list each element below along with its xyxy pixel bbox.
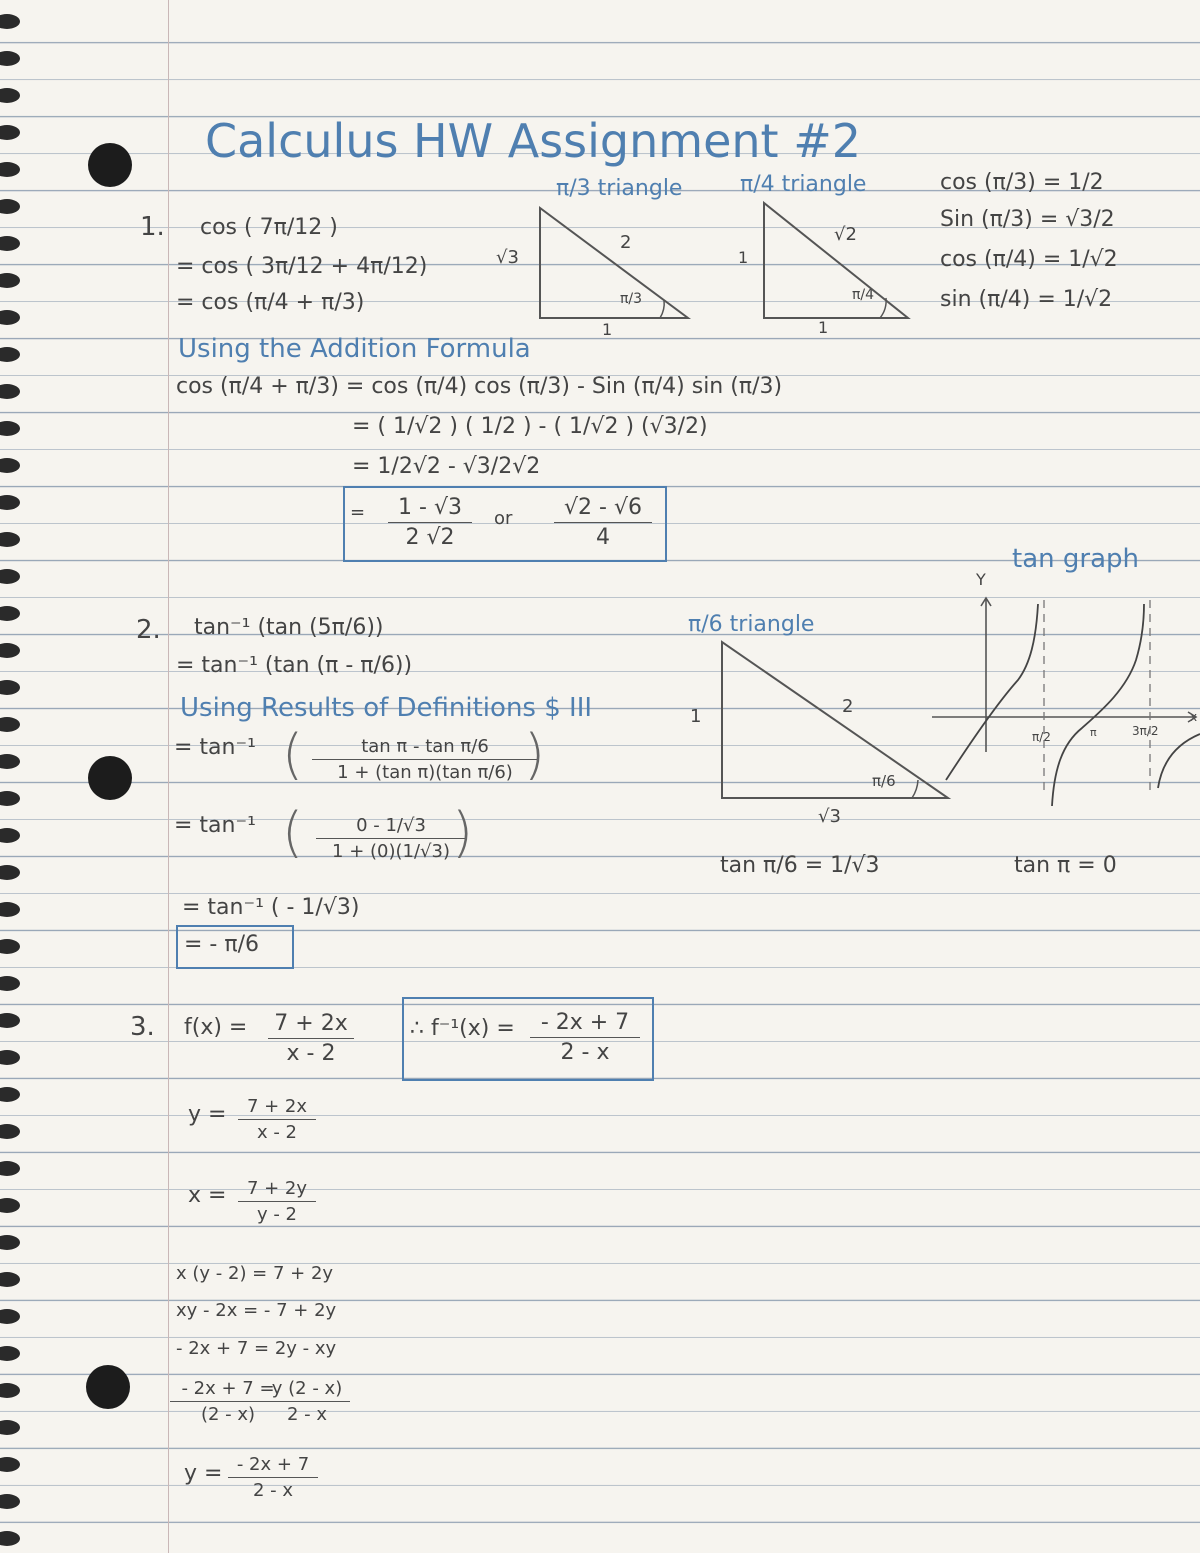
p1-answer-or: or xyxy=(494,508,513,529)
p3-frac-left-num: - 2x + 7 = xyxy=(170,1380,286,1402)
tan-graph-branch-2 xyxy=(1052,604,1144,806)
p3-line-c: - 2x + 7 = 2y - xy xyxy=(176,1338,337,1359)
p1-line-1: cos ( 7π/12 ) xyxy=(200,215,338,240)
p1-line-5: = ( 1/√2 ) ( 1/2 ) - ( 1/√2 ) (√3/2) xyxy=(352,414,708,439)
tri60-hyp: 2 xyxy=(620,232,632,253)
p2-line-5: = tan⁻¹ ( - 1/√3) xyxy=(182,895,360,920)
p2-step1-lparen: ( xyxy=(282,723,304,786)
p3-final-prefix: y = xyxy=(184,1461,223,1486)
p3-x-den: y - 2 xyxy=(256,1204,298,1225)
tan-graph-title: tan graph xyxy=(1012,544,1139,574)
tri30-bottom: √3 xyxy=(818,806,841,827)
p1-line-2: = cos ( 3π/12 + 4π/12) xyxy=(176,254,428,279)
p1-answer-den-2: 4 xyxy=(596,525,610,550)
p1-line-6: = 1/2√2 - √3/2√2 xyxy=(352,454,541,479)
tri45-angle: π/4 xyxy=(852,287,875,303)
p2-step1-num: tan π - tan π/6 xyxy=(312,738,538,760)
tri30-left-side: 1 xyxy=(690,706,702,727)
tan-graph-branch-1 xyxy=(946,604,1038,780)
triangle-pi-3 xyxy=(540,208,688,318)
tri60-bottom: 1 xyxy=(602,320,613,339)
triangle-pi-6-angle-arc xyxy=(912,780,918,798)
p3-y-den: x - 2 xyxy=(256,1122,298,1143)
p3-line-b: xy - 2x = - 7 + 2y xyxy=(176,1300,337,1321)
tan-graph-tick-pi: π xyxy=(1090,726,1097,739)
tri30-title: π/6 triangle xyxy=(688,612,815,637)
tri60-left-side: √3 xyxy=(496,247,519,268)
p2-step2-prefix: = tan⁻¹ xyxy=(174,813,256,838)
p3-answer-num: - 2x + 7 xyxy=(530,1012,640,1038)
p1-heading-addition-formula: Using the Addition Formula xyxy=(178,334,531,364)
p3-y-prefix: y = xyxy=(188,1102,227,1127)
p3-frac-left-den: (2 - x) xyxy=(200,1404,256,1425)
p2-step1-prefix: = tan⁻¹ xyxy=(174,735,256,760)
p3-line-a: x (y - 2) = 7 + 2y xyxy=(176,1263,334,1284)
value-cos-pi-4: cos (π/4) = 1/√2 xyxy=(940,247,1118,272)
tan-graph-branch-3 xyxy=(1158,734,1200,788)
p1-answer-equals: = xyxy=(350,502,366,523)
tan-graph xyxy=(932,598,1200,806)
problem-1-number: 1. xyxy=(140,212,165,242)
value-cos-pi-3: cos (π/3) = 1/2 xyxy=(940,170,1104,195)
p2-line-1: tan⁻¹ (tan (5π/6)) xyxy=(194,615,384,640)
tri60-title: π/3 triangle xyxy=(556,176,683,201)
p2-step1-rparen: ) xyxy=(524,723,546,786)
tri45-title: π/4 triangle xyxy=(740,172,867,197)
tri60-angle: π/3 xyxy=(620,291,643,307)
triangle-pi-3-angle-arc xyxy=(660,300,664,318)
tri45-left-side: 1 xyxy=(738,248,749,267)
p2-line-2: = tan⁻¹ (tan (π - π/6)) xyxy=(176,653,413,678)
p3-answer-prefix: ∴ f⁻¹(x) = xyxy=(410,1016,515,1041)
p2-step1-den: 1 + (tan π)(tan π/6) xyxy=(337,762,513,783)
p2-step2-den: 1 + (0)(1/√3) xyxy=(332,841,450,862)
value-sin-pi-4: sin (π/4) = 1/√2 xyxy=(940,287,1113,312)
tri30-angle: π/6 xyxy=(872,772,896,790)
triangle-pi-6 xyxy=(722,642,948,798)
value-sin-pi-3: Sin (π/3) = √3/2 xyxy=(940,207,1115,232)
p3-frac-right-den: 2 - x xyxy=(286,1404,328,1425)
p3-final-num: - 2x + 7 xyxy=(228,1456,318,1478)
p2-step2-rparen: ) xyxy=(452,801,474,864)
p3-answer-den: 2 - x xyxy=(560,1040,610,1065)
tri30-hyp: 2 xyxy=(842,696,854,717)
tri45-bottom: 1 xyxy=(818,318,829,337)
p1-answer-num-1: 1 - √3 xyxy=(388,497,472,523)
p3-f-den: x - 2 xyxy=(286,1041,336,1066)
tan-graph-tick-3pi-2: 3π/2 xyxy=(1132,724,1159,738)
p3-f-prefix: f(x) = xyxy=(184,1015,248,1040)
p1-line-4: cos (π/4 + π/3) = cos (π/4) cos (π/3) - Sin (π/4) sin (π/3) xyxy=(176,374,783,399)
tan-pi-6-value: tan π/6 = 1/√3 xyxy=(720,853,880,878)
p2-step2-num: 0 - 1/√3 xyxy=(316,817,466,839)
p1-answer-num-2: √2 - √6 xyxy=(554,497,652,523)
p2-heading-definitions: Using Results of Definitions $ III xyxy=(180,693,593,723)
problem-3-number: 3. xyxy=(130,1012,155,1042)
page-title: Calculus HW Assignment #2 xyxy=(205,114,862,168)
p1-line-3: = cos (π/4 + π/3) xyxy=(176,290,365,315)
problem-2-number: 2. xyxy=(136,615,161,645)
p2-answer: = - π/6 xyxy=(184,932,260,957)
p1-answer-den-1: 2 √2 xyxy=(405,525,455,550)
tan-graph-y-label: Y xyxy=(976,570,986,589)
tan-pi-value: tan π = 0 xyxy=(1014,853,1117,878)
tan-graph-x-label: x xyxy=(1190,710,1198,724)
p3-x-prefix: x = xyxy=(188,1183,227,1208)
tri45-hyp: √2 xyxy=(834,224,857,245)
p3-final-den: 2 - x xyxy=(252,1480,294,1501)
p3-y-num: 7 + 2x xyxy=(238,1098,316,1120)
tan-graph-tick-pi-2: π/2 xyxy=(1032,730,1051,744)
p3-frac-right-num: y (2 - x) xyxy=(264,1380,350,1402)
p3-x-num: 7 + 2y xyxy=(238,1180,316,1202)
p3-f-num: 7 + 2x xyxy=(268,1013,354,1039)
p2-step2-lparen: ( xyxy=(282,801,304,864)
